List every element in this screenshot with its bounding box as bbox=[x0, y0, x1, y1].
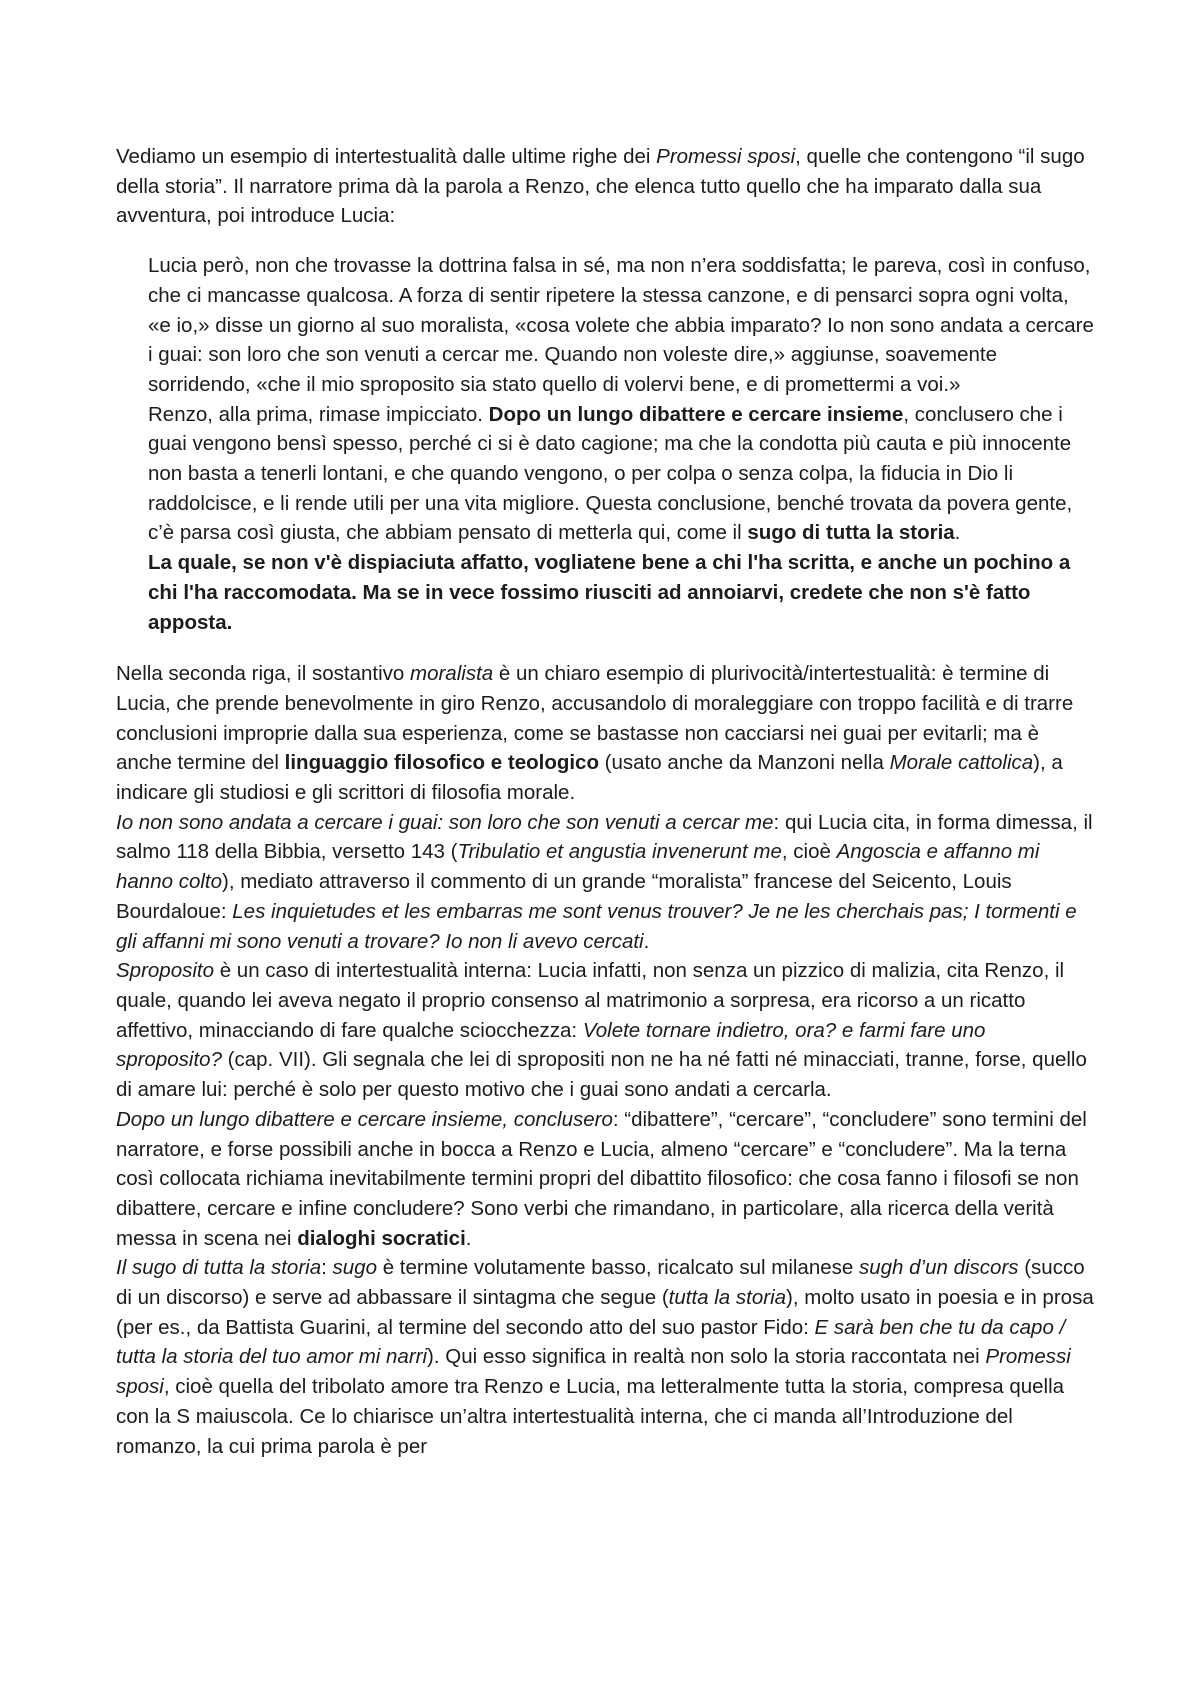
text-run: ), mediato attraverso il commento di un grande “moralista” francese del Seicento, Louis Bourdaloue: bbox=[116, 870, 1012, 923]
text-run: . bbox=[954, 521, 961, 545]
commentary-paragraph bbox=[116, 808, 1096, 957]
intro-paragraph bbox=[116, 142, 1096, 231]
italic-text: Dopo un lungo dibattere e cercare insieme, conclusero bbox=[116, 1107, 613, 1131]
quoted-passage bbox=[148, 251, 1096, 637]
text-run: è un chiaro esempio di plurivocità/intertestualità: è termine di Lucia, che prende benevolmente in giro Renzo, accusandolo di moraleggiare con troppo facilità e di trarre conclusioni improprie dalla sua esperienza, come se bastasse non cacciarsi nei guai per evitarli; ma è anche termine del bbox=[116, 662, 1074, 775]
italic-text: Promessi sposi bbox=[656, 145, 796, 168]
italic-text: Io non sono andata a cercare i guai: son loro che son venuti a cercar me bbox=[116, 810, 774, 834]
text-run: ), molto usato in poesia e in prosa (per es., da Battista Guarini, al termine del secondo atto del suo pastor Fido: bbox=[116, 1286, 1094, 1339]
text-run: è un caso di intertestualità interna: Lucia infatti, non senza un pizzico di malizia, cita Renzo, il quale, quando lei aveva negato il proprio consenso al matrimonio a sorpresa, era ricorso a un ricatto affettivo, minacciando di fare qualche sciocchezza: bbox=[116, 959, 1065, 1042]
text-run: (succo di un discorso) e serve ad abbassare il sintagma che segue ( bbox=[116, 1256, 1085, 1310]
text-run: : bbox=[321, 1256, 333, 1280]
italic-text: Tribulatio et angustia invenerunt me bbox=[457, 840, 782, 864]
text-run: . bbox=[465, 1226, 472, 1250]
italic-text: moralista bbox=[410, 662, 494, 686]
italic-text: E sarà ben che tu da capo / tutta la storia del tuo amor mi narri bbox=[116, 1315, 1066, 1369]
text-run: . bbox=[643, 929, 650, 953]
text-run: (usato anche da Manzoni nella bbox=[598, 751, 890, 775]
text-run: : qui Lucia cita, in forma dimessa, il salmo 118 della Bibbia, versetto 143 ( bbox=[116, 810, 1093, 864]
bold-text: dialoghi socratici bbox=[297, 1226, 466, 1250]
bold-text: La quale, se non v'è dispiaciuta affatto, vogliatene bene a chi l'ha scritta, e anche un pochino a chi l'ha raccomodata. Ma se in vece fossimo riusciti ad annoiarvi, credete che non s'è fatto apposta. bbox=[148, 551, 1071, 634]
text-run: Nella seconda riga, il sostantivo bbox=[116, 662, 410, 686]
bold-text: linguaggio filosofico e teologico bbox=[284, 751, 599, 775]
text-run: , quelle che contengono “il sugo della storia”. Il narratore prima dà la parola a Renzo, che elenca tutto quello che ha imparato dalla sua avventura, poi introduce Lucia: bbox=[116, 145, 1085, 228]
text-run: Vediamo un esempio di intertestualità dalle ultime righe dei bbox=[116, 145, 657, 168]
italic-text: Morale cattolica bbox=[889, 751, 1034, 775]
text-run: , conclusero che i guai vengono bensì spesso, perché ci si è dato cagione; ma che la condotta più cauta e più innocente non basta a tenerli lontani, e che quando vengono, o per colpa o senza colpa, la fiducia in Dio li raddolcisce, e li rende utili per una vita migliore. Questa conclusione, benché trovata da povera gente, c’è parsa così giusta, che abbiam pensato di metterla qui, come il bbox=[148, 402, 1073, 545]
italic-text: sugo bbox=[332, 1256, 377, 1280]
italic-text: Il sugo di tutta la storia bbox=[116, 1256, 322, 1280]
bold-text: Dopo un lungo dibattere e cercare insieme bbox=[488, 402, 904, 426]
italic-text: Sproposito bbox=[116, 959, 215, 983]
italic-text: Volete tornare indietro, ora? e farmi fare uno sproposito? bbox=[116, 1018, 986, 1072]
commentary-paragraph bbox=[116, 1253, 1096, 1461]
commentary-paragraph bbox=[116, 659, 1096, 808]
italic-text: Promessi sposi bbox=[116, 1345, 1071, 1399]
text-run: ). Qui esso significa in realtà non solo la storia raccontata nei bbox=[427, 1345, 986, 1369]
text-run: ), a indicare gli studiosi e gli scrittori di filosofia morale. bbox=[116, 751, 1063, 805]
commentary-paragraph bbox=[116, 1105, 1096, 1254]
quote-paragraph bbox=[148, 251, 1096, 400]
italic-text: Angoscia e affanno mi hanno colto bbox=[116, 840, 1040, 894]
text-run: (cap. VII). Gli segnala che lei di spropositi non ne ha né fatti né minacciati, tranne, forse, quello di amare lui: perché è solo per questo motivo che i guai sono andati a cercarla. bbox=[116, 1048, 1087, 1102]
commentary-paragraph bbox=[116, 956, 1096, 1105]
commentary bbox=[116, 659, 1096, 1461]
text-run: è termine volutamente basso, ricalcato sul milanese bbox=[377, 1256, 859, 1280]
quote-paragraph bbox=[148, 400, 1096, 549]
text-run: , cioè quella del tribolato amore tra Renzo e Lucia, ma letteralmente tutta la storia, compresa quella con la S maiuscola. Ce lo chiarisce un’altra intertestualità interna, che ci manda all’Introduzione del romanzo, la cui prima parola è per bbox=[116, 1375, 1065, 1458]
text-run: Lucia però, non che trovasse la dottrina falsa in sé, ma non n’era soddisfatta; le pareva, così in confuso, che ci mancasse qualcosa. A forza di sentir ripetere la stessa canzone, e di pensarci sopra ogni volta, «e io,» disse un giorno al suo moralista, «cosa volete che abbia imparato? Io non sono andata a cercare i guai: son loro che son venuti a cercar me. Quando non voleste dire,» aggiunse, soavemente sorridendo, «che il mio sproposito sia stato quello di volervi bene, e di promettermi a voi.» bbox=[148, 254, 1094, 396]
text-run: Renzo, alla prima, rimase impicciato. bbox=[148, 402, 489, 426]
bold-text: sugo di tutta la storia bbox=[747, 521, 955, 545]
italic-text: Les inquietudes et les embarras me sont venus trouver? Je ne les cherchais pas; I tormenti e gli affanni mi sono venuti a trovare? Io non li avevo cercati bbox=[116, 899, 1077, 953]
italic-text: tutta la storia bbox=[668, 1286, 787, 1310]
quote-paragraph bbox=[148, 548, 1096, 637]
text-run: : “dibattere”, “cercare”, “concludere” sono termini del narratore, e forse possibili anche in bocca a Renzo e Lucia, almeno “cercare” e “concludere”. Ma la terna così collocata richiama inevitabilmente termini propri del dibattito filosofico: che cosa fanno i filosofi se non dibattere, cercare e infine concludere? Sono verbi che rimandano, in particolare, alla ricerca della verità messa in scena nei bbox=[116, 1107, 1087, 1250]
italic-text: sugh d’un discors bbox=[858, 1256, 1019, 1280]
document-page bbox=[116, 142, 1096, 1461]
text-run: , cioè bbox=[781, 840, 837, 864]
